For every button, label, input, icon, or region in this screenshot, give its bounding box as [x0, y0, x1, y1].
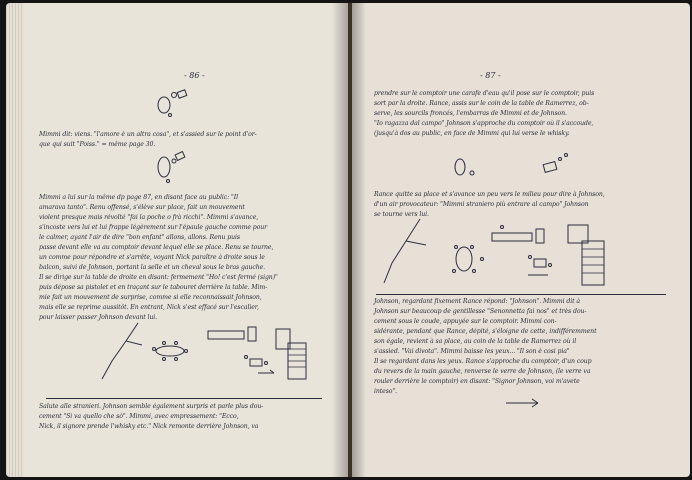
right-block-b-line-1: Rance quitte sa place et s'avance un peu vers le milieu pour dire à Johnson,	[374, 191, 605, 198]
text-block-b-line-2: amarava tanto". Renu offensé, s'élève sur place, fait un mouvement	[39, 204, 245, 211]
right-block-a-line-2: sort par la droite. Rance, assis sur le coin de la table de Ramerrez, ob-	[374, 100, 589, 107]
text-block-c-line-1: Salute alle stranieri. Johnson semble également surpris et parle plus dou-	[39, 403, 264, 410]
text-block-c-line-3: Nick, il signore prende l'whisky etc." Nick remonte derrière Johnson, va	[39, 423, 259, 430]
text-block-a-line-1: Mimmi dit: viens. "l'amore è un altra cosa", et s'assied sur le point d'or-	[39, 131, 257, 138]
stage-plan-sketch-right	[382, 215, 672, 291]
page-edges	[6, 3, 24, 477]
right-block-b-line-2: d'un air provocateur: "Mimmi straniero più entrare al campo" Johnson	[374, 201, 589, 208]
gutter-shadow	[332, 3, 348, 477]
text-block-b-line-9: Il se dirige sur la table de droite en disant: fermement "Ho! c'est fermé (sign)"	[39, 274, 278, 281]
right-block-c-line-1: Johnson, regardant fixement Rance répond: "Johnson". Mimmi dit à	[374, 298, 580, 305]
right-block-c-line-6: s'assied. "Vai divota". Mimmi baisse les yeux... "Il son è cosi pia"	[374, 348, 570, 355]
separator-line	[46, 398, 322, 399]
right-block-c-line-3: cement sous le coude, appuyée sur le comptoir. Mimmi con-	[374, 318, 557, 325]
text-block-b-line-3: violent presque mais révolté "fai la poche o frà ricchi". Mimmi s'avance,	[39, 214, 259, 221]
right-block-a-line-3: serve, les sourcils froncés, l'embarras de Mimmi et de Johnson.	[374, 110, 567, 117]
text-block-b-line-11: mie fait un mouvement de surprise, comme si elle reconnaissait Johnson,	[39, 294, 262, 301]
text-block-b-line-1: Mimmi a lui sur la même dp page 87, en disant face au public: "Il	[39, 194, 238, 201]
text-block-c-line-2: cement "Si va quello che sò". Mimmi, avec empressement: "Ecco,	[39, 413, 239, 420]
text-block-b-line-6: passe devant elle va au comptoir devant lequel elle se place. Renu se tourne,	[39, 244, 274, 251]
right-block-c-line-8: du revers de la main gauche, renverse le verre de Johnson, (le verre va	[374, 368, 591, 375]
right-block-c-line-10: inteso".	[374, 388, 398, 395]
text-block-b-line-4: s'incoste vers lui et lui frappe légèrement sur l'épaule gauche comme pour	[39, 224, 268, 231]
right-block-a-line-4: "Io ragazza dal campo" Johnson s'approche du comptoir où il s'accoude,	[374, 120, 594, 127]
right-block-c-line-2: Johnson sur beaucoup de gentillesse "Senonnetta fai nos" et très dou-	[374, 308, 587, 315]
separator-line	[376, 294, 666, 295]
text-block-b-line-5: le calmer, ayant l'air de dire "bon enfant" allons, allons. Renu puis	[39, 234, 240, 241]
open-book	[6, 3, 690, 477]
right-page	[352, 3, 690, 477]
text-block-b-line-13: pour laisser passer Johnson devant lui.	[39, 314, 158, 321]
right-block-c-line-4: sidérante, pendant que Rance, dépité, s'éloigne de cette, indifféremment	[374, 328, 597, 335]
right-block-c-line-9: rouler derrière le comptoir) en disant: "Signor Johnson, voi m'avete	[374, 378, 580, 385]
stage-plan-sketch	[98, 321, 328, 393]
right-block-c-line-5: son égale, revient à sa place, au coin de la table de Ramerrez où il	[374, 338, 577, 345]
right-block-b-line-3: se tourne vers lui.	[374, 211, 429, 218]
text-block-a-line-2: que qui suit "Poiss." = même page 30.	[39, 141, 156, 148]
stage-sketch-3	[448, 151, 598, 191]
right-block-c-line-7: Il se regardant dans les yeux. Rance s'approche du comptoir, d'un coup	[374, 358, 592, 365]
right-block-a-line-1: prendre sur le comptoir une carafe d'eau qu'il pose sur le comptoir, puis	[374, 90, 595, 97]
stage-sketch-1	[146, 85, 206, 125]
text-block-b-line-8: balcon, suivi de Johnson, portant la selle et un cheval sous le bras gauche.	[39, 264, 266, 271]
text-block-b-line-10: puis dépose sa pistolet et en traçant sur le tabouret derrière la table. Mim-	[39, 284, 268, 291]
page-number-right: - 87 -	[480, 71, 501, 80]
left-page	[6, 3, 348, 477]
gutter-shadow	[352, 3, 366, 477]
page-number-left: - 86 -	[184, 71, 205, 80]
right-block-a-line-5: (jusqu'à dos au public, en face de Mimmi qui lui verse le whisky.	[374, 130, 570, 137]
text-block-b-line-12: mais elle se reprime aussitôt. En entrant, Nick s'est effacé sur l'escalier,	[39, 304, 259, 311]
text-block-b-line-7: un comme pour répondre et s'arrête, voyant Nick paraître à droite sous le	[39, 254, 265, 261]
stage-sketch-2	[146, 147, 206, 189]
stage-sketch-4	[502, 395, 562, 411]
